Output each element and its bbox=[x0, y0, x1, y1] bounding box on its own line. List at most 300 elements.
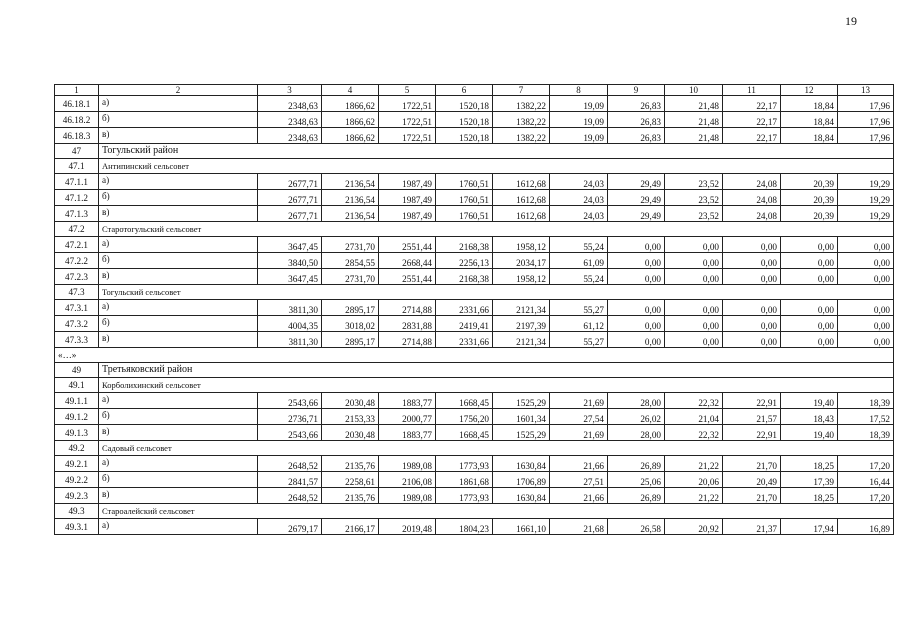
value-cell: 22,17 bbox=[723, 96, 781, 112]
value-cell: 21,66 bbox=[550, 456, 608, 472]
value-cell: 27,54 bbox=[550, 409, 608, 425]
settlement-name: Старотогульский сельсовет bbox=[99, 222, 894, 237]
omission-row bbox=[55, 348, 894, 363]
column-header: 7 bbox=[493, 85, 550, 96]
value-cell: 0,00 bbox=[723, 237, 781, 253]
row-code: 49.1 bbox=[55, 378, 99, 393]
row-option: а) bbox=[99, 174, 258, 190]
row-code: 47.3.3 bbox=[55, 332, 99, 348]
value-cell: 0,00 bbox=[608, 332, 665, 348]
row-option: а) bbox=[99, 300, 258, 316]
value-cell: 17,94 bbox=[781, 519, 838, 535]
region-row bbox=[55, 144, 894, 159]
value-cell: 2731,70 bbox=[322, 237, 379, 253]
table-row bbox=[55, 488, 894, 504]
value-cell: 2019,48 bbox=[379, 519, 436, 535]
value-cell: 23,52 bbox=[665, 174, 723, 190]
value-cell: 18,25 bbox=[781, 456, 838, 472]
value-cell: 21,48 bbox=[665, 96, 723, 112]
row-option: в) bbox=[99, 332, 258, 348]
settlement-row bbox=[55, 378, 894, 393]
value-cell: 0,00 bbox=[723, 269, 781, 285]
row-code: 49.2 bbox=[55, 441, 99, 456]
value-cell: 18,84 bbox=[781, 112, 838, 128]
row-code: 49.1.2 bbox=[55, 409, 99, 425]
value-cell: 1382,22 bbox=[493, 96, 550, 112]
value-cell: 1520,18 bbox=[436, 112, 493, 128]
column-header: 9 bbox=[608, 85, 665, 96]
value-cell: 25,06 bbox=[608, 472, 665, 488]
value-cell: 2736,71 bbox=[258, 409, 322, 425]
value-cell: 22,91 bbox=[723, 425, 781, 441]
value-cell: 17,52 bbox=[838, 409, 894, 425]
table-row bbox=[55, 393, 894, 409]
value-cell: 21,37 bbox=[723, 519, 781, 535]
value-cell: 20,49 bbox=[723, 472, 781, 488]
value-cell: 2677,71 bbox=[258, 206, 322, 222]
value-cell: 2731,70 bbox=[322, 269, 379, 285]
settlement-row bbox=[55, 159, 894, 174]
value-cell: 1756,20 bbox=[436, 409, 493, 425]
value-cell: 1525,29 bbox=[493, 425, 550, 441]
column-header: 5 bbox=[379, 85, 436, 96]
value-cell: 17,96 bbox=[838, 96, 894, 112]
value-cell: 1987,49 bbox=[379, 174, 436, 190]
value-cell: 0,00 bbox=[665, 269, 723, 285]
value-cell: 0,00 bbox=[781, 269, 838, 285]
value-cell: 0,00 bbox=[723, 300, 781, 316]
column-header: 3 bbox=[258, 85, 322, 96]
row-code: 47.3 bbox=[55, 285, 99, 300]
column-header: 11 bbox=[723, 85, 781, 96]
value-cell: 16,44 bbox=[838, 472, 894, 488]
column-header: 1 bbox=[55, 85, 99, 96]
value-cell: 24,08 bbox=[723, 174, 781, 190]
value-cell: 28,00 bbox=[608, 425, 665, 441]
row-code: 47.2.3 bbox=[55, 269, 99, 285]
table-row bbox=[55, 519, 894, 535]
value-cell: 1612,68 bbox=[493, 190, 550, 206]
row-option: б) bbox=[99, 472, 258, 488]
value-cell: 1668,45 bbox=[436, 425, 493, 441]
settlement-name: Староалейский сельсовет bbox=[99, 504, 894, 519]
value-cell: 2854,55 bbox=[322, 253, 379, 269]
value-cell: 2551,44 bbox=[379, 269, 436, 285]
value-cell: 2668,44 bbox=[379, 253, 436, 269]
row-option: а) bbox=[99, 393, 258, 409]
value-cell: 26,89 bbox=[608, 456, 665, 472]
value-cell: 1987,49 bbox=[379, 190, 436, 206]
value-cell: 1883,77 bbox=[379, 425, 436, 441]
row-code: 47.2.2 bbox=[55, 253, 99, 269]
value-cell: 2256,13 bbox=[436, 253, 493, 269]
value-cell: 21,69 bbox=[550, 425, 608, 441]
value-cell: 2121,34 bbox=[493, 300, 550, 316]
column-header: 8 bbox=[550, 85, 608, 96]
value-cell: 2166,17 bbox=[322, 519, 379, 535]
value-cell: 21,70 bbox=[723, 456, 781, 472]
value-cell: 1525,29 bbox=[493, 393, 550, 409]
value-cell: 0,00 bbox=[665, 332, 723, 348]
row-code: 49 bbox=[55, 363, 99, 378]
value-cell: 3018,02 bbox=[322, 316, 379, 332]
value-cell: 20,39 bbox=[781, 206, 838, 222]
value-cell: 21,22 bbox=[665, 488, 723, 504]
table-row bbox=[55, 190, 894, 206]
value-cell: 28,00 bbox=[608, 393, 665, 409]
value-cell: 17,20 bbox=[838, 456, 894, 472]
value-cell: 1661,10 bbox=[493, 519, 550, 535]
value-cell: 0,00 bbox=[781, 316, 838, 332]
value-cell: 18,84 bbox=[781, 96, 838, 112]
value-cell: 0,00 bbox=[838, 316, 894, 332]
value-cell: 19,29 bbox=[838, 174, 894, 190]
value-cell: 1760,51 bbox=[436, 206, 493, 222]
value-cell: 2895,17 bbox=[322, 300, 379, 316]
value-cell: 20,39 bbox=[781, 174, 838, 190]
value-cell: 2136,54 bbox=[322, 190, 379, 206]
value-cell: 1760,51 bbox=[436, 190, 493, 206]
value-cell: 61,12 bbox=[550, 316, 608, 332]
value-cell: 2136,54 bbox=[322, 206, 379, 222]
value-cell: 26,83 bbox=[608, 128, 665, 144]
value-cell: 23,52 bbox=[665, 190, 723, 206]
value-cell: 0,00 bbox=[723, 316, 781, 332]
value-cell: 21,04 bbox=[665, 409, 723, 425]
value-cell: 29,49 bbox=[608, 190, 665, 206]
column-header: 10 bbox=[665, 85, 723, 96]
tariff-table bbox=[54, 84, 894, 535]
value-cell: 19,09 bbox=[550, 128, 608, 144]
value-cell: 24,03 bbox=[550, 174, 608, 190]
row-code: 47.3.1 bbox=[55, 300, 99, 316]
value-cell: 22,32 bbox=[665, 393, 723, 409]
value-cell: 1601,34 bbox=[493, 409, 550, 425]
value-cell: 0,00 bbox=[665, 300, 723, 316]
value-cell: 2831,88 bbox=[379, 316, 436, 332]
table-row bbox=[55, 112, 894, 128]
table-row bbox=[55, 300, 894, 316]
table-header-row bbox=[55, 85, 894, 96]
value-cell: 1668,45 bbox=[436, 393, 493, 409]
row-code: 47 bbox=[55, 144, 99, 159]
value-cell: 55,27 bbox=[550, 300, 608, 316]
settlement-row bbox=[55, 222, 894, 237]
value-cell: 1722,51 bbox=[379, 96, 436, 112]
value-cell: 1722,51 bbox=[379, 128, 436, 144]
table-row bbox=[55, 206, 894, 222]
value-cell: 0,00 bbox=[781, 300, 838, 316]
value-cell: 0,00 bbox=[665, 316, 723, 332]
value-cell: 0,00 bbox=[608, 316, 665, 332]
value-cell: 0,00 bbox=[838, 269, 894, 285]
table-row bbox=[55, 174, 894, 190]
region-row bbox=[55, 363, 894, 378]
table-row bbox=[55, 409, 894, 425]
value-cell: 0,00 bbox=[781, 332, 838, 348]
value-cell: 21,48 bbox=[665, 112, 723, 128]
settlement-name: Тогульский сельсовет bbox=[99, 285, 894, 300]
row-code: 47.1.2 bbox=[55, 190, 99, 206]
value-cell: 22,17 bbox=[723, 128, 781, 144]
value-cell: 61,09 bbox=[550, 253, 608, 269]
settlement-name: Корболихинский сельсовет bbox=[99, 378, 894, 393]
value-cell: 1989,08 bbox=[379, 456, 436, 472]
value-cell: 2543,66 bbox=[258, 425, 322, 441]
row-option: а) bbox=[99, 96, 258, 112]
row-option: б) bbox=[99, 409, 258, 425]
value-cell: 1987,49 bbox=[379, 206, 436, 222]
value-cell: 2030,48 bbox=[322, 425, 379, 441]
value-cell: 1706,89 bbox=[493, 472, 550, 488]
row-option: б) bbox=[99, 253, 258, 269]
value-cell: 19,40 bbox=[781, 393, 838, 409]
region-name: Третьяковский район bbox=[99, 363, 894, 378]
row-option: в) bbox=[99, 425, 258, 441]
value-cell: 2197,39 bbox=[493, 316, 550, 332]
table-row bbox=[55, 472, 894, 488]
value-cell: 2034,17 bbox=[493, 253, 550, 269]
settlement-name: Садовый сельсовет bbox=[99, 441, 894, 456]
value-cell: 2331,66 bbox=[436, 300, 493, 316]
value-cell: 2121,34 bbox=[493, 332, 550, 348]
value-cell: 24,08 bbox=[723, 206, 781, 222]
value-cell: 17,96 bbox=[838, 112, 894, 128]
value-cell: 0,00 bbox=[665, 253, 723, 269]
value-cell: 1804,23 bbox=[436, 519, 493, 535]
value-cell: 2000,77 bbox=[379, 409, 436, 425]
value-cell: 2348,63 bbox=[258, 96, 322, 112]
column-header: 4 bbox=[322, 85, 379, 96]
value-cell: 1773,93 bbox=[436, 488, 493, 504]
value-cell: 20,06 bbox=[665, 472, 723, 488]
value-cell: 0,00 bbox=[608, 253, 665, 269]
column-header: 2 bbox=[99, 85, 258, 96]
value-cell: 2648,52 bbox=[258, 488, 322, 504]
value-cell: 2841,57 bbox=[258, 472, 322, 488]
row-option: а) bbox=[99, 237, 258, 253]
column-header: 13 bbox=[838, 85, 894, 96]
row-code: 49.1.1 bbox=[55, 393, 99, 409]
table-row bbox=[55, 425, 894, 441]
settlement-row bbox=[55, 285, 894, 300]
settlement-name: Антипинский сельсовет bbox=[99, 159, 894, 174]
value-cell: 3811,30 bbox=[258, 332, 322, 348]
value-cell: 2153,33 bbox=[322, 409, 379, 425]
value-cell: 2135,76 bbox=[322, 488, 379, 504]
value-cell: 2030,48 bbox=[322, 393, 379, 409]
column-header: 12 bbox=[781, 85, 838, 96]
table-row bbox=[55, 96, 894, 112]
value-cell: 2136,54 bbox=[322, 174, 379, 190]
value-cell: 21,57 bbox=[723, 409, 781, 425]
value-cell: 21,66 bbox=[550, 488, 608, 504]
value-cell: 2168,38 bbox=[436, 269, 493, 285]
value-cell: 0,00 bbox=[781, 253, 838, 269]
table-row bbox=[55, 128, 894, 144]
value-cell: 22,91 bbox=[723, 393, 781, 409]
value-cell: 1630,84 bbox=[493, 456, 550, 472]
row-code: 47.1.1 bbox=[55, 174, 99, 190]
value-cell: 2348,63 bbox=[258, 128, 322, 144]
value-cell: 3647,45 bbox=[258, 237, 322, 253]
value-cell: 2168,38 bbox=[436, 237, 493, 253]
value-cell: 17,39 bbox=[781, 472, 838, 488]
value-cell: 1883,77 bbox=[379, 393, 436, 409]
value-cell: 26,83 bbox=[608, 96, 665, 112]
row-code: 46.18.1 bbox=[55, 96, 99, 112]
value-cell: 1866,62 bbox=[322, 128, 379, 144]
value-cell: 4004,35 bbox=[258, 316, 322, 332]
value-cell: 55,27 bbox=[550, 332, 608, 348]
value-cell: 0,00 bbox=[608, 269, 665, 285]
value-cell: 1382,22 bbox=[493, 112, 550, 128]
value-cell: 0,00 bbox=[608, 237, 665, 253]
row-code: 47.3.2 bbox=[55, 316, 99, 332]
value-cell: 2331,66 bbox=[436, 332, 493, 348]
value-cell: 19,09 bbox=[550, 96, 608, 112]
value-cell: 2895,17 bbox=[322, 332, 379, 348]
value-cell: 2106,08 bbox=[379, 472, 436, 488]
row-option: в) bbox=[99, 488, 258, 504]
value-cell: 26,58 bbox=[608, 519, 665, 535]
settlement-row bbox=[55, 441, 894, 456]
value-cell: 2677,71 bbox=[258, 190, 322, 206]
value-cell: 55,24 bbox=[550, 237, 608, 253]
value-cell: 20,39 bbox=[781, 190, 838, 206]
value-cell: 1520,18 bbox=[436, 128, 493, 144]
value-cell: 2419,41 bbox=[436, 316, 493, 332]
value-cell: 18,39 bbox=[838, 393, 894, 409]
value-cell: 24,03 bbox=[550, 206, 608, 222]
row-code: 49.3 bbox=[55, 504, 99, 519]
value-cell: 2348,63 bbox=[258, 112, 322, 128]
value-cell: 17,20 bbox=[838, 488, 894, 504]
value-cell: 2543,66 bbox=[258, 393, 322, 409]
value-cell: 2714,88 bbox=[379, 332, 436, 348]
value-cell: 55,24 bbox=[550, 269, 608, 285]
value-cell: 19,29 bbox=[838, 190, 894, 206]
value-cell: 1866,62 bbox=[322, 96, 379, 112]
page-number: 19 bbox=[845, 14, 857, 28]
value-cell: 2677,71 bbox=[258, 174, 322, 190]
value-cell: 18,43 bbox=[781, 409, 838, 425]
table-row bbox=[55, 237, 894, 253]
value-cell: 1958,12 bbox=[493, 269, 550, 285]
value-cell: 0,00 bbox=[838, 253, 894, 269]
row-option: а) bbox=[99, 456, 258, 472]
value-cell: 1989,08 bbox=[379, 488, 436, 504]
table-row bbox=[55, 316, 894, 332]
column-header: 6 bbox=[436, 85, 493, 96]
value-cell: 2551,44 bbox=[379, 237, 436, 253]
value-cell: 3647,45 bbox=[258, 269, 322, 285]
row-code: 49.2.2 bbox=[55, 472, 99, 488]
value-cell: 2648,52 bbox=[258, 456, 322, 472]
value-cell: 21,68 bbox=[550, 519, 608, 535]
value-cell: 26,02 bbox=[608, 409, 665, 425]
row-option: в) bbox=[99, 206, 258, 222]
row-code: 46.18.2 bbox=[55, 112, 99, 128]
value-cell: 1382,22 bbox=[493, 128, 550, 144]
value-cell: 0,00 bbox=[723, 253, 781, 269]
value-cell: 18,25 bbox=[781, 488, 838, 504]
row-option: б) bbox=[99, 316, 258, 332]
value-cell: 1722,51 bbox=[379, 112, 436, 128]
row-code: 47.1.3 bbox=[55, 206, 99, 222]
settlement-row bbox=[55, 504, 894, 519]
row-code: 47.2.1 bbox=[55, 237, 99, 253]
value-cell: 1630,84 bbox=[493, 488, 550, 504]
value-cell: 22,32 bbox=[665, 425, 723, 441]
row-option: б) bbox=[99, 190, 258, 206]
value-cell: 21,69 bbox=[550, 393, 608, 409]
row-code: 49.2.1 bbox=[55, 456, 99, 472]
value-cell: 2135,76 bbox=[322, 456, 379, 472]
value-cell: 18,84 bbox=[781, 128, 838, 144]
value-cell: 1866,62 bbox=[322, 112, 379, 128]
value-cell: 16,89 bbox=[838, 519, 894, 535]
row-option: б) bbox=[99, 112, 258, 128]
value-cell: 0,00 bbox=[665, 237, 723, 253]
row-code: 49.3.1 bbox=[55, 519, 99, 535]
value-cell: 24,03 bbox=[550, 190, 608, 206]
value-cell: 2714,88 bbox=[379, 300, 436, 316]
value-cell: 0,00 bbox=[781, 237, 838, 253]
value-cell: 26,89 bbox=[608, 488, 665, 504]
region-name: Тогульский район bbox=[99, 144, 894, 159]
value-cell: 0,00 bbox=[608, 300, 665, 316]
value-cell: 29,49 bbox=[608, 206, 665, 222]
value-cell: 21,48 bbox=[665, 128, 723, 144]
table-row bbox=[55, 456, 894, 472]
value-cell: 20,92 bbox=[665, 519, 723, 535]
value-cell: 1612,68 bbox=[493, 174, 550, 190]
value-cell: 21,22 bbox=[665, 456, 723, 472]
table-row bbox=[55, 332, 894, 348]
value-cell: 26,83 bbox=[608, 112, 665, 128]
row-code: 49.2.3 bbox=[55, 488, 99, 504]
value-cell: 2679,17 bbox=[258, 519, 322, 535]
value-cell: 19,09 bbox=[550, 112, 608, 128]
value-cell: 1773,93 bbox=[436, 456, 493, 472]
value-cell: 0,00 bbox=[723, 332, 781, 348]
row-option: в) bbox=[99, 128, 258, 144]
value-cell: 3840,50 bbox=[258, 253, 322, 269]
value-cell: 3811,30 bbox=[258, 300, 322, 316]
value-cell: 1861,68 bbox=[436, 472, 493, 488]
row-code: 46.18.3 bbox=[55, 128, 99, 144]
value-cell: 18,39 bbox=[838, 425, 894, 441]
value-cell: 22,17 bbox=[723, 112, 781, 128]
value-cell: 1612,68 bbox=[493, 206, 550, 222]
value-cell: 1958,12 bbox=[493, 237, 550, 253]
value-cell: 24,08 bbox=[723, 190, 781, 206]
value-cell: 2258,61 bbox=[322, 472, 379, 488]
row-option: в) bbox=[99, 269, 258, 285]
row-code: 49.1.3 bbox=[55, 425, 99, 441]
value-cell: 23,52 bbox=[665, 206, 723, 222]
value-cell: 1520,18 bbox=[436, 96, 493, 112]
value-cell: 21,70 bbox=[723, 488, 781, 504]
value-cell: 0,00 bbox=[838, 237, 894, 253]
value-cell: 1760,51 bbox=[436, 174, 493, 190]
value-cell: 0,00 bbox=[838, 332, 894, 348]
table-row bbox=[55, 253, 894, 269]
value-cell: 17,96 bbox=[838, 128, 894, 144]
value-cell: 19,29 bbox=[838, 206, 894, 222]
value-cell: 27,51 bbox=[550, 472, 608, 488]
